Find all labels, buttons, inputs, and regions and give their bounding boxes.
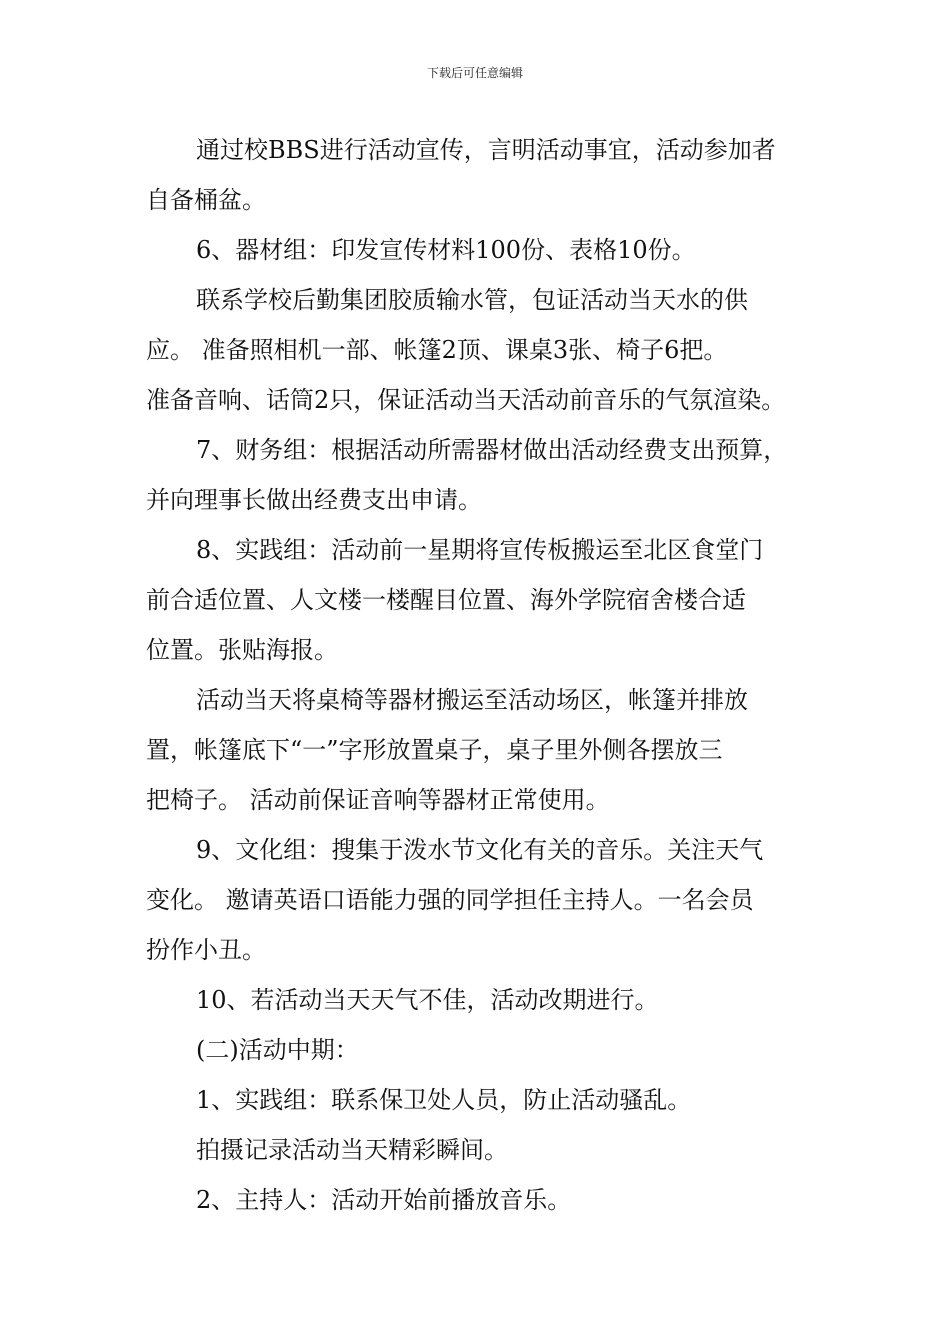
- text-line: 9、文化组：搜集于泼水节文化有关的音乐。关注天气: [196, 836, 764, 864]
- text-line: 通过校BBS进行活动宣传，言明活动事宜，活动参加者: [196, 136, 776, 164]
- text-line: 把椅子。 活动前保证音响等器材正常使用。: [146, 786, 610, 814]
- text-line: 并向理事长做出经费支出申请。: [146, 486, 482, 514]
- text-line: 2、主持人：活动开始前播放音乐。: [196, 1186, 572, 1214]
- text-line: 联系学校后勤集团胶质输水管，包证活动当天水的供: [196, 286, 748, 314]
- text-line: 活动当天将桌椅等器材搬运至活动场区，帐篷并排放: [196, 686, 748, 714]
- text-line: 8、实践组：活动前一星期将宣传板搬运至北区食堂门: [196, 536, 764, 564]
- text-line: 前合适位置、人文楼一楼醒目位置、海外学院宿舍楼合适: [146, 586, 746, 614]
- text-line: 10、若活动当天天气不佳，活动改期进行。: [196, 986, 659, 1014]
- text-line: 1、实践组：联系保卫处人员，防止活动骚乱。: [196, 1086, 692, 1114]
- text-line: 准备音响、话筒2只，保证活动当天活动前音乐的气氛渲染。: [146, 386, 786, 414]
- page-header: 下载后可任意编辑: [426, 66, 523, 80]
- text-line: 拍摄记录活动当天精彩瞬间。: [196, 1136, 508, 1164]
- text-line: 7、财务组：根据活动所需器材做出活动经费支出预算，: [196, 436, 788, 464]
- text-line: 位置。张贴海报。: [146, 636, 338, 664]
- text-line: (二)活动中期：: [196, 1036, 359, 1064]
- text-line: 应。 准备照相机一部、帐篷2顶、课桌3张、椅子6把。: [146, 336, 728, 364]
- text-line: 自备桶盆。: [146, 186, 266, 214]
- text-line: 置，帐篷底下“一”字形放置桌子，桌子里外侧各摆放三: [146, 736, 723, 764]
- text-line: 6、器材组：印发宣传材料100份、表格10份。: [196, 236, 696, 264]
- text-line: 变化。 邀请英语口语能力强的同学担任主持人。一名会员: [146, 886, 754, 914]
- text-line: 扮作小丑。: [146, 936, 266, 964]
